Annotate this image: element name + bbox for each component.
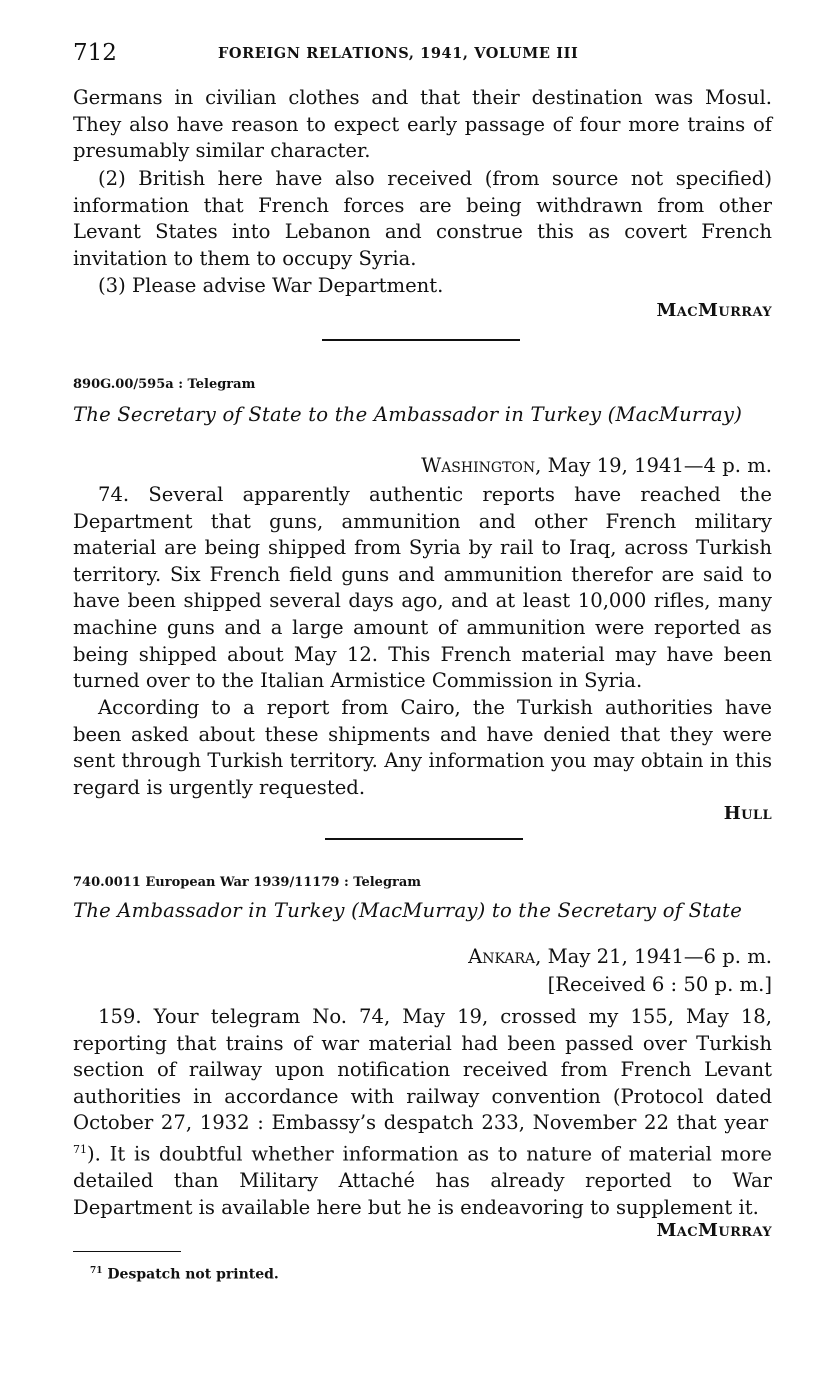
received-line: [Received 6 : 50 p. m.] (547, 973, 772, 996)
telegram-159-paragraph (73, 1004, 772, 1221)
signature-hull: Hull (723, 803, 772, 824)
footnote-divider (73, 1251, 181, 1252)
file-number: 890G.00/595a : Telegram (73, 377, 256, 392)
dateline (421, 454, 772, 477)
telegram-159-text-1: 159. Your telegram No. 74, May 19, crossed my 155, May 18, reporting that trains of war material had been passed over Turkish section of railway upon notification received from French Levant authorities in accordance with railway convention (Protocol dated October 27, 1932 : Embassy’s despatch 233, November 22 that year (73, 1005, 772, 1135)
page-header (73, 40, 773, 70)
footnote-text: Despatch not printed. (107, 1266, 279, 1283)
dateline-place: Ankara, (468, 945, 542, 968)
file-number: 740.0011 European War 1939/11179 : Telegram (73, 875, 422, 890)
telegram-74-paragraph-1: 74. Several apparently authentic reports have reached the Department that guns, ammunition and other French military material are being shipped from Syria by rail to Iraq, across Turkish territory. Six French field guns and ammunition therefor are said to have been shipped several days ago, and at least 10,000 rifles, many machine guns and a large amount of ammunition were reported as being shipped about May 12. This French material may have been turned over to the Italian Armistice Commission in Syria. (73, 483, 772, 693)
continued-paragraph: Germans in civilian clothes and that their destination was Mosul. They also have reason to expect early passage of four more trains of presumably similar character. (73, 86, 772, 163)
footnote-reference[interactable]: 71 (73, 1142, 87, 1156)
document-title: The Secretary of State to the Ambassador in Turkey (MacMurray) (73, 403, 743, 426)
paragraph-3: (3) Please advise War Department. (98, 274, 444, 297)
telegram-74-paragraph-2: According to a report from Cairo, the Turkish authorities have been asked about these shipments and have denied that they were sent through Turkish territory. Any information you may obtain in this regard is urgently requested. (73, 696, 772, 799)
paragraph-2: (2) British here have also received (from source not specified) information that French forces are being withdrawn from other Levant States into Lebanon and construe this as covert French invitation to them to occupy Syria. (73, 167, 772, 270)
dateline-date: May 21, 1941—6 p. m. (547, 945, 772, 968)
section-divider (325, 838, 523, 840)
signature-macmurray-2: MacMurray (656, 1220, 772, 1241)
page-number: 712 (73, 40, 117, 66)
telegram-159-text-2: ). It is doubtful whether information as to nature of material more detailed than Military Attaché has already reported to War Department is available here but he is endeavoring to supplement it. (73, 1142, 772, 1219)
signature-macmurray-1: MacMurray (656, 300, 772, 321)
dateline (468, 945, 772, 968)
section-divider (322, 339, 520, 341)
footnote-marker: 71 (90, 1266, 103, 1276)
document-title: The Ambassador in Turkey (MacMurray) to the Secretary of State (73, 899, 743, 922)
running-head: FOREIGN RELATIONS, 1941, VOLUME III (218, 45, 579, 62)
dateline-date: May 19, 1941—4 p. m. (547, 454, 772, 477)
dateline-place: Washington, (421, 454, 542, 477)
footnote (90, 1266, 279, 1283)
